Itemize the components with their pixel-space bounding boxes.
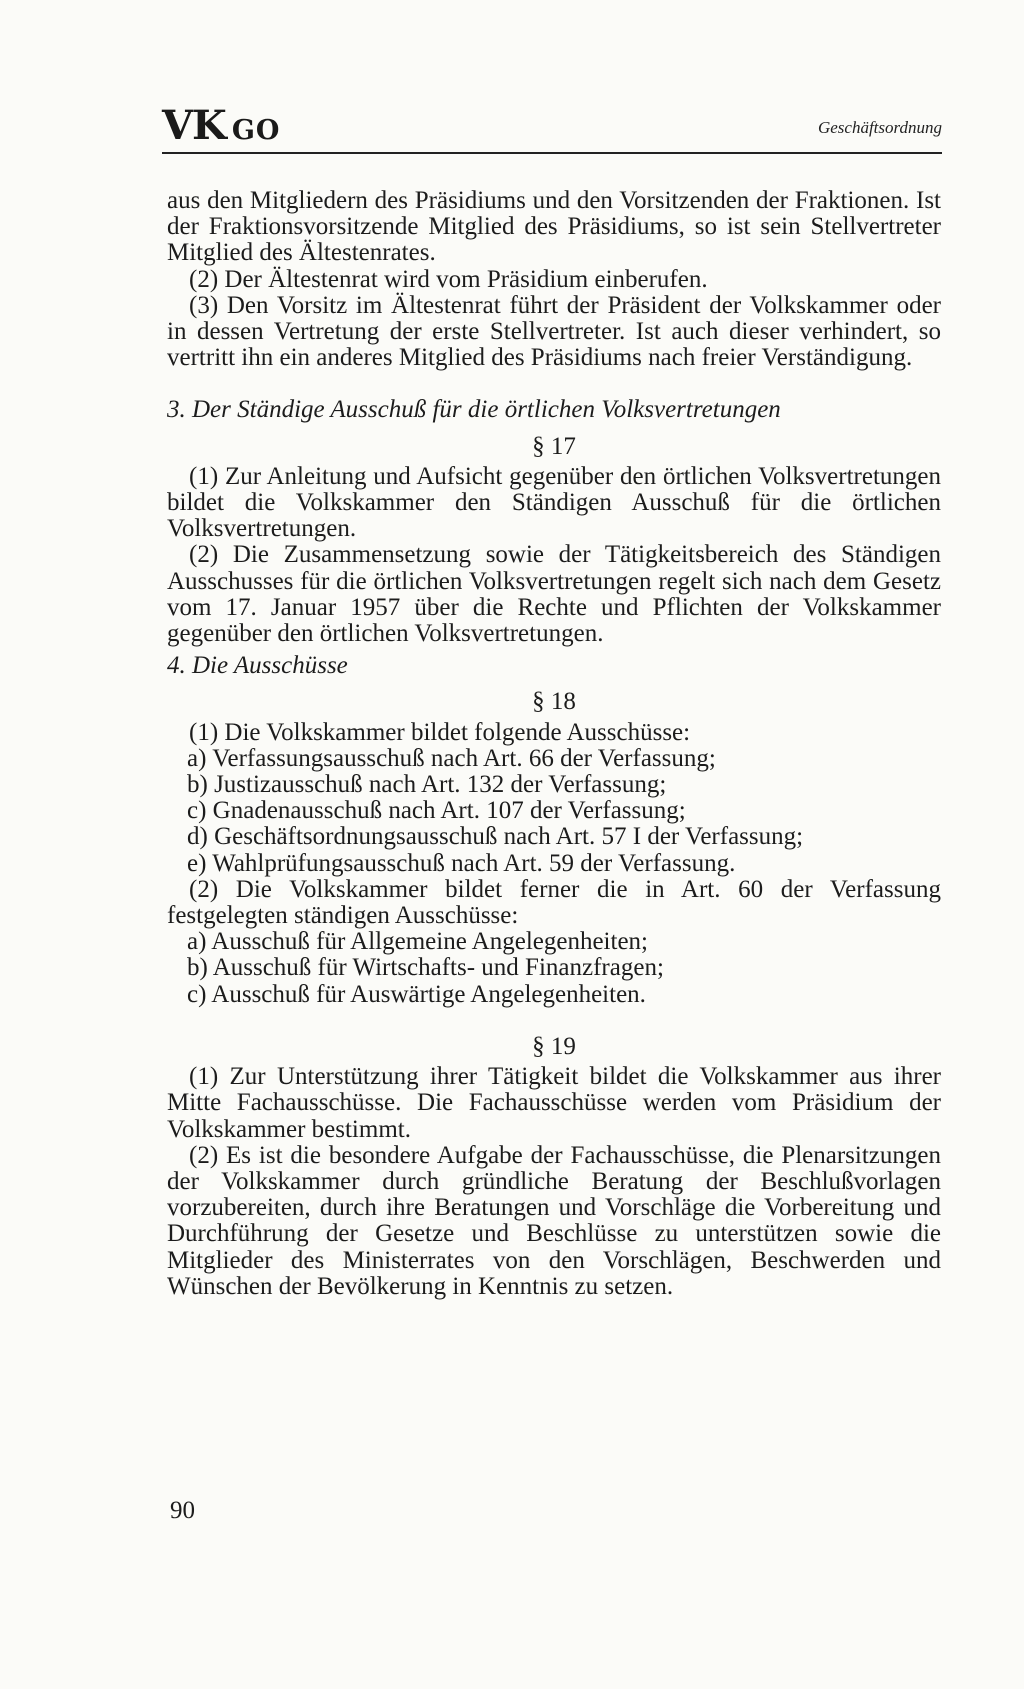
- section-18-paragraph-2: (2) Die Volkskammer bildet ferner die in Art. 60 der Verfassung festgelegten ständigen Ausschüsse:: [167, 875, 941, 930]
- logo-go: GO: [231, 115, 281, 146]
- section-18-paragraph-1: (1) Die Volkskammer bildet folgende Ausschüsse:: [189, 718, 691, 746]
- running-title: Geschäftsordnung: [817, 118, 942, 137]
- list-item: d) Geschäftsordnungsausschuß nach Art. 57 I der Verfassung;: [187, 823, 804, 851]
- page-number: 90: [170, 1497, 195, 1524]
- intro-paragraph-continued: aus den Mitgliedern des Präsidiums und den Vorsitzenden der Fraktionen. Ist der Fraktionsvorsitzende Mitglied des Präsidiums, so ist sein Stellvertreter Mitglied des Ältestenrates.: [167, 187, 941, 267]
- spacer: [167, 1008, 941, 1028]
- list-item: e) Wahlprüfungsausschuß nach Art. 59 der Verfassung.: [187, 849, 736, 877]
- body-text: [167, 188, 941, 1300]
- section-4-title: 4. Die Ausschüsse: [167, 652, 348, 680]
- list-item: a) Verfassungsausschuß nach Art. 66 der Verfassung;: [187, 744, 716, 772]
- logo-vk: VK: [162, 102, 226, 149]
- list-item: b) Ausschuß für Wirtschafts- und Finanzfragen;: [187, 954, 664, 982]
- list-item: a) Ausschuß für Allgemeine Angelegenheiten;: [187, 928, 648, 956]
- paragraph-18-heading: § 18: [532, 688, 576, 716]
- vk-go-logo: [162, 102, 280, 149]
- paragraph-17-heading: § 17: [532, 432, 576, 460]
- list-item: c) Ausschuß für Auswärtige Angelegenheiten.: [187, 980, 646, 1008]
- section-17-paragraph-1: (1) Zur Anleitung und Aufsicht gegenüber den örtlichen Volksvertretungen bildet die Volkskammer den Ständigen Ausschuß für die örtlichen Volksvertretungen.: [167, 462, 941, 543]
- list-item: c) Gnadenausschuß nach Art. 107 der Verfassung;: [187, 797, 686, 825]
- list-item: b) Justizausschuß nach Art. 132 der Verfassung;: [187, 771, 667, 799]
- section-3-title: 3. Der Ständige Ausschuß für die örtlichen Volksvertretungen: [167, 396, 781, 424]
- intro-paragraph-3: (3) Den Vorsitz im Ältestenrat führt der Präsident der Volkskammer oder in dessen Vertretung der erste Stellvertreter. Ist auch dieser verhindert, so vertritt ihn ein anderes Mitglied des Präsidiums nach freier Verständigung.: [167, 291, 941, 372]
- page-header: [162, 100, 942, 154]
- paragraph-19-heading: § 19: [532, 1032, 576, 1060]
- section-19-paragraph-2: (2) Es ist die besondere Aufgabe der Fachausschüsse, die Plenarsitzungen der Volkskammer durch gründliche Beratung der Beschlußvorlagen vorzubereiten, durch ihre Beratungen und Vorschläge die Vorbereitung und Durchführung der Gesetze und Beschlüsse zu unterstützen sowie die Mitglieder des Ministerrates von den Vorschlägen, Beschwerden und Wünschen der Bevölkerung in Kenntnis zu setzen.: [167, 1141, 941, 1300]
- section-19-paragraph-1: (1) Zur Unterstützung ihrer Tätigkeit bildet die Volkskammer aus ihrer Mitte Fachausschüsse. Die Fachausschüsse werden vom Präsidium der Volkskammer bestimmt.: [167, 1063, 941, 1143]
- intro-paragraph-2: (2) Der Ältestenrat wird vom Präsidium einberufen.: [189, 265, 708, 293]
- section-17-paragraph-2: (2) Die Zusammensetzung sowie der Tätigkeitsbereich des Ständigen Ausschusses für die örtlichen Volksvertretungen regelt sich nach dem Gesetz vom 17. Januar 1957 über die Rechte und Pflichten der Volkskammer gegenüber den örtlichen Volksvertretungen.: [167, 541, 941, 648]
